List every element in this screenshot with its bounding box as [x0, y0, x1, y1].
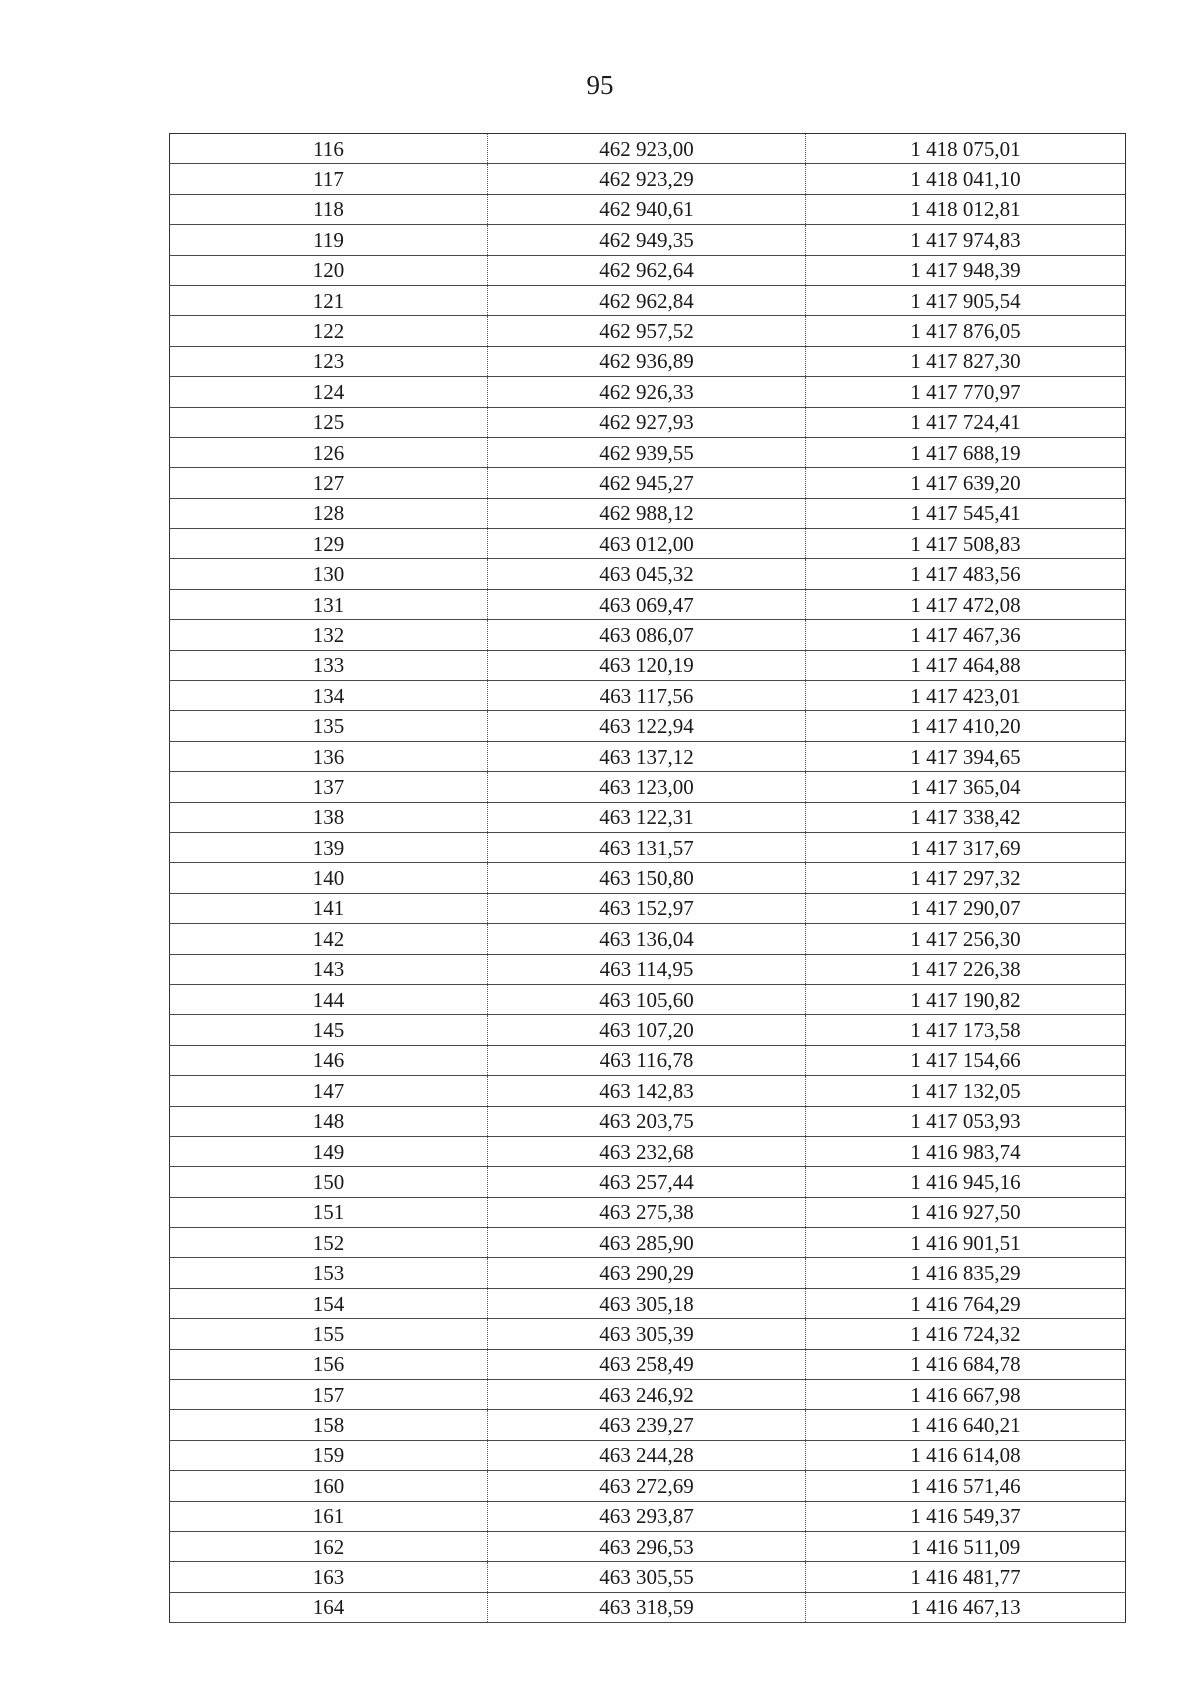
x-coordinate-cell: 463 150,80: [488, 863, 806, 893]
point-number-cell: 139: [170, 832, 488, 862]
y-coordinate-cell: 1 417 173,58: [806, 1015, 1126, 1045]
point-number-cell: 163: [170, 1562, 488, 1592]
x-coordinate-cell: 463 012,00: [488, 529, 806, 559]
y-coordinate-cell: 1 417 290,07: [806, 893, 1126, 923]
y-coordinate-cell: 1 416 614,08: [806, 1440, 1126, 1470]
x-coordinate-cell: 463 305,39: [488, 1319, 806, 1349]
x-coordinate-cell: 463 318,59: [488, 1592, 806, 1622]
y-coordinate-cell: 1 417 876,05: [806, 316, 1126, 346]
y-coordinate-cell: 1 417 190,82: [806, 984, 1126, 1014]
x-coordinate-cell: 462 936,89: [488, 346, 806, 376]
coordinates-table: [169, 133, 1126, 1623]
x-coordinate-cell: 463 120,19: [488, 650, 806, 680]
y-coordinate-cell: 1 417 827,30: [806, 346, 1126, 376]
table-row: [170, 1319, 1126, 1349]
table-row: [170, 437, 1126, 467]
table-row: [170, 346, 1126, 376]
point-number-cell: 160: [170, 1471, 488, 1501]
y-coordinate-cell: 1 416 481,77: [806, 1562, 1126, 1592]
point-number-cell: 126: [170, 437, 488, 467]
x-coordinate-cell: 463 246,92: [488, 1380, 806, 1410]
point-number-cell: 129: [170, 529, 488, 559]
point-number-cell: 118: [170, 194, 488, 224]
point-number-cell: 124: [170, 377, 488, 407]
y-coordinate-cell: 1 416 467,13: [806, 1592, 1126, 1622]
point-number-cell: 121: [170, 285, 488, 315]
point-number-cell: 145: [170, 1015, 488, 1045]
x-coordinate-cell: 462 962,84: [488, 285, 806, 315]
x-coordinate-cell: 463 086,07: [488, 620, 806, 650]
y-coordinate-cell: 1 417 423,01: [806, 681, 1126, 711]
point-number-cell: 157: [170, 1380, 488, 1410]
table-row: [170, 924, 1126, 954]
table-row: [170, 1562, 1126, 1592]
table-row: [170, 1015, 1126, 1045]
x-coordinate-cell: 463 305,18: [488, 1288, 806, 1318]
table-row: [170, 407, 1126, 437]
x-coordinate-cell: 463 305,55: [488, 1562, 806, 1592]
point-number-cell: 164: [170, 1592, 488, 1622]
point-number-cell: 125: [170, 407, 488, 437]
table-row: [170, 620, 1126, 650]
y-coordinate-cell: 1 417 467,36: [806, 620, 1126, 650]
table-row: [170, 954, 1126, 984]
table-row: [170, 802, 1126, 832]
point-number-cell: 146: [170, 1045, 488, 1075]
point-number-cell: 117: [170, 164, 488, 194]
x-coordinate-cell: 463 107,20: [488, 1015, 806, 1045]
table-row: [170, 1288, 1126, 1318]
table-row: [170, 650, 1126, 680]
x-coordinate-cell: 463 293,87: [488, 1501, 806, 1531]
y-coordinate-cell: 1 417 394,65: [806, 741, 1126, 771]
x-coordinate-cell: 462 940,61: [488, 194, 806, 224]
table-row: [170, 984, 1126, 1014]
point-number-cell: 148: [170, 1106, 488, 1136]
x-coordinate-cell: 463 131,57: [488, 832, 806, 862]
y-coordinate-cell: 1 417 338,42: [806, 802, 1126, 832]
point-number-cell: 154: [170, 1288, 488, 1318]
point-number-cell: 128: [170, 498, 488, 528]
table-row: [170, 134, 1126, 164]
x-coordinate-cell: 463 142,83: [488, 1076, 806, 1106]
y-coordinate-cell: 1 417 974,83: [806, 225, 1126, 255]
point-number-cell: 122: [170, 316, 488, 346]
x-coordinate-cell: 463 275,38: [488, 1197, 806, 1227]
point-number-cell: 158: [170, 1410, 488, 1440]
table-row: [170, 1045, 1126, 1075]
table-row: [170, 711, 1126, 741]
table-row: [170, 681, 1126, 711]
table-row: [170, 1076, 1126, 1106]
y-coordinate-cell: 1 417 948,39: [806, 255, 1126, 285]
table-row: [170, 225, 1126, 255]
x-coordinate-cell: 463 136,04: [488, 924, 806, 954]
x-coordinate-cell: 463 123,00: [488, 772, 806, 802]
y-coordinate-cell: 1 416 667,98: [806, 1380, 1126, 1410]
y-coordinate-cell: 1 417 410,20: [806, 711, 1126, 741]
x-coordinate-cell: 463 114,95: [488, 954, 806, 984]
y-coordinate-cell: 1 416 724,32: [806, 1319, 1126, 1349]
point-number-cell: 141: [170, 893, 488, 923]
point-number-cell: 137: [170, 772, 488, 802]
x-coordinate-cell: 463 232,68: [488, 1136, 806, 1166]
y-coordinate-cell: 1 416 983,74: [806, 1136, 1126, 1166]
table-row: [170, 285, 1126, 315]
table-row: [170, 498, 1126, 528]
table-row: [170, 1531, 1126, 1561]
table-row: [170, 772, 1126, 802]
x-coordinate-cell: 462 939,55: [488, 437, 806, 467]
point-number-cell: 123: [170, 346, 488, 376]
x-coordinate-cell: 462 923,29: [488, 164, 806, 194]
point-number-cell: 131: [170, 589, 488, 619]
table-row: [170, 377, 1126, 407]
x-coordinate-cell: 463 117,56: [488, 681, 806, 711]
y-coordinate-cell: 1 416 640,21: [806, 1410, 1126, 1440]
point-number-cell: 150: [170, 1167, 488, 1197]
y-coordinate-cell: 1 417 317,69: [806, 832, 1126, 862]
x-coordinate-cell: 463 122,94: [488, 711, 806, 741]
table-row: [170, 893, 1126, 923]
x-coordinate-cell: 462 957,52: [488, 316, 806, 346]
y-coordinate-cell: 1 417 053,93: [806, 1106, 1126, 1136]
y-coordinate-cell: 1 417 483,56: [806, 559, 1126, 589]
y-coordinate-cell: 1 416 684,78: [806, 1349, 1126, 1379]
y-coordinate-cell: 1 418 041,10: [806, 164, 1126, 194]
point-number-cell: 134: [170, 681, 488, 711]
table-row: [170, 1258, 1126, 1288]
point-number-cell: 120: [170, 255, 488, 285]
x-coordinate-cell: 463 122,31: [488, 802, 806, 832]
y-coordinate-cell: 1 418 012,81: [806, 194, 1126, 224]
x-coordinate-cell: 462 927,93: [488, 407, 806, 437]
table-row: [170, 559, 1126, 589]
x-coordinate-cell: 463 116,78: [488, 1045, 806, 1075]
x-coordinate-cell: 462 949,35: [488, 225, 806, 255]
table-row: [170, 741, 1126, 771]
y-coordinate-cell: 1 418 075,01: [806, 134, 1126, 164]
y-coordinate-cell: 1 416 901,51: [806, 1228, 1126, 1258]
y-coordinate-cell: 1 417 472,08: [806, 589, 1126, 619]
point-number-cell: 152: [170, 1228, 488, 1258]
table-row: [170, 1106, 1126, 1136]
x-coordinate-cell: 462 926,33: [488, 377, 806, 407]
table-row: [170, 1471, 1126, 1501]
table-row: [170, 1501, 1126, 1531]
x-coordinate-cell: 463 105,60: [488, 984, 806, 1014]
table-row: [170, 1136, 1126, 1166]
x-coordinate-cell: 463 152,97: [488, 893, 806, 923]
y-coordinate-cell: 1 416 764,29: [806, 1288, 1126, 1318]
y-coordinate-cell: 1 417 545,41: [806, 498, 1126, 528]
page-number: 95: [586, 70, 614, 100]
point-number-cell: 132: [170, 620, 488, 650]
x-coordinate-cell: 463 244,28: [488, 1440, 806, 1470]
table-row: [170, 1228, 1126, 1258]
point-number-cell: 142: [170, 924, 488, 954]
point-number-cell: 143: [170, 954, 488, 984]
y-coordinate-cell: 1 417 297,32: [806, 863, 1126, 893]
point-number-cell: 155: [170, 1319, 488, 1349]
y-coordinate-cell: 1 416 549,37: [806, 1501, 1126, 1531]
y-coordinate-cell: 1 417 132,05: [806, 1076, 1126, 1106]
x-coordinate-cell: 463 045,32: [488, 559, 806, 589]
table-row: [170, 468, 1126, 498]
y-coordinate-cell: 1 417 724,41: [806, 407, 1126, 437]
x-coordinate-cell: 462 962,64: [488, 255, 806, 285]
x-coordinate-cell: 463 272,69: [488, 1471, 806, 1501]
table-row: [170, 316, 1126, 346]
point-number-cell: 116: [170, 134, 488, 164]
table-row: [170, 1349, 1126, 1379]
point-number-cell: 119: [170, 225, 488, 255]
table-row: [170, 1440, 1126, 1470]
x-coordinate-cell: 463 258,49: [488, 1349, 806, 1379]
y-coordinate-cell: 1 417 256,30: [806, 924, 1126, 954]
table-row: [170, 863, 1126, 893]
x-coordinate-cell: 462 923,00: [488, 134, 806, 164]
table-row: [170, 1592, 1126, 1622]
point-number-cell: 144: [170, 984, 488, 1014]
y-coordinate-cell: 1 417 154,66: [806, 1045, 1126, 1075]
point-number-cell: 130: [170, 559, 488, 589]
point-number-cell: 153: [170, 1258, 488, 1288]
y-coordinate-cell: 1 416 571,46: [806, 1471, 1126, 1501]
point-number-cell: 136: [170, 741, 488, 771]
table-row: [170, 529, 1126, 559]
x-coordinate-cell: 463 285,90: [488, 1228, 806, 1258]
x-coordinate-cell: 463 069,47: [488, 589, 806, 619]
table-row: [170, 1197, 1126, 1227]
y-coordinate-cell: 1 416 511,09: [806, 1531, 1126, 1561]
y-coordinate-cell: 1 416 835,29: [806, 1258, 1126, 1288]
point-number-cell: 149: [170, 1136, 488, 1166]
x-coordinate-cell: 463 137,12: [488, 741, 806, 771]
y-coordinate-cell: 1 417 464,88: [806, 650, 1126, 680]
point-number-cell: 127: [170, 468, 488, 498]
point-number-cell: 161: [170, 1501, 488, 1531]
x-coordinate-cell: 463 239,27: [488, 1410, 806, 1440]
table-row: [170, 164, 1126, 194]
table-row: [170, 1380, 1126, 1410]
table-row: [170, 255, 1126, 285]
point-number-cell: 138: [170, 802, 488, 832]
y-coordinate-cell: 1 417 905,54: [806, 285, 1126, 315]
table-row: [170, 832, 1126, 862]
x-coordinate-cell: 462 988,12: [488, 498, 806, 528]
x-coordinate-cell: 463 203,75: [488, 1106, 806, 1136]
y-coordinate-cell: 1 416 927,50: [806, 1197, 1126, 1227]
y-coordinate-cell: 1 417 365,04: [806, 772, 1126, 802]
point-number-cell: 140: [170, 863, 488, 893]
x-coordinate-cell: 463 257,44: [488, 1167, 806, 1197]
table-row: [170, 1410, 1126, 1440]
point-number-cell: 135: [170, 711, 488, 741]
y-coordinate-cell: 1 417 639,20: [806, 468, 1126, 498]
point-number-cell: 156: [170, 1349, 488, 1379]
point-number-cell: 159: [170, 1440, 488, 1470]
x-coordinate-cell: 463 296,53: [488, 1531, 806, 1561]
y-coordinate-cell: 1 417 770,97: [806, 377, 1126, 407]
point-number-cell: 151: [170, 1197, 488, 1227]
y-coordinate-cell: 1 417 226,38: [806, 954, 1126, 984]
y-coordinate-cell: 1 417 508,83: [806, 529, 1126, 559]
x-coordinate-cell: 463 290,29: [488, 1258, 806, 1288]
table-row: [170, 589, 1126, 619]
point-number-cell: 162: [170, 1531, 488, 1561]
x-coordinate-cell: 462 945,27: [488, 468, 806, 498]
table-row: [170, 194, 1126, 224]
y-coordinate-cell: 1 416 945,16: [806, 1167, 1126, 1197]
point-number-cell: 147: [170, 1076, 488, 1106]
point-number-cell: 133: [170, 650, 488, 680]
coordinates-table-body: [170, 134, 1126, 1623]
table-row: [170, 1167, 1126, 1197]
y-coordinate-cell: 1 417 688,19: [806, 437, 1126, 467]
